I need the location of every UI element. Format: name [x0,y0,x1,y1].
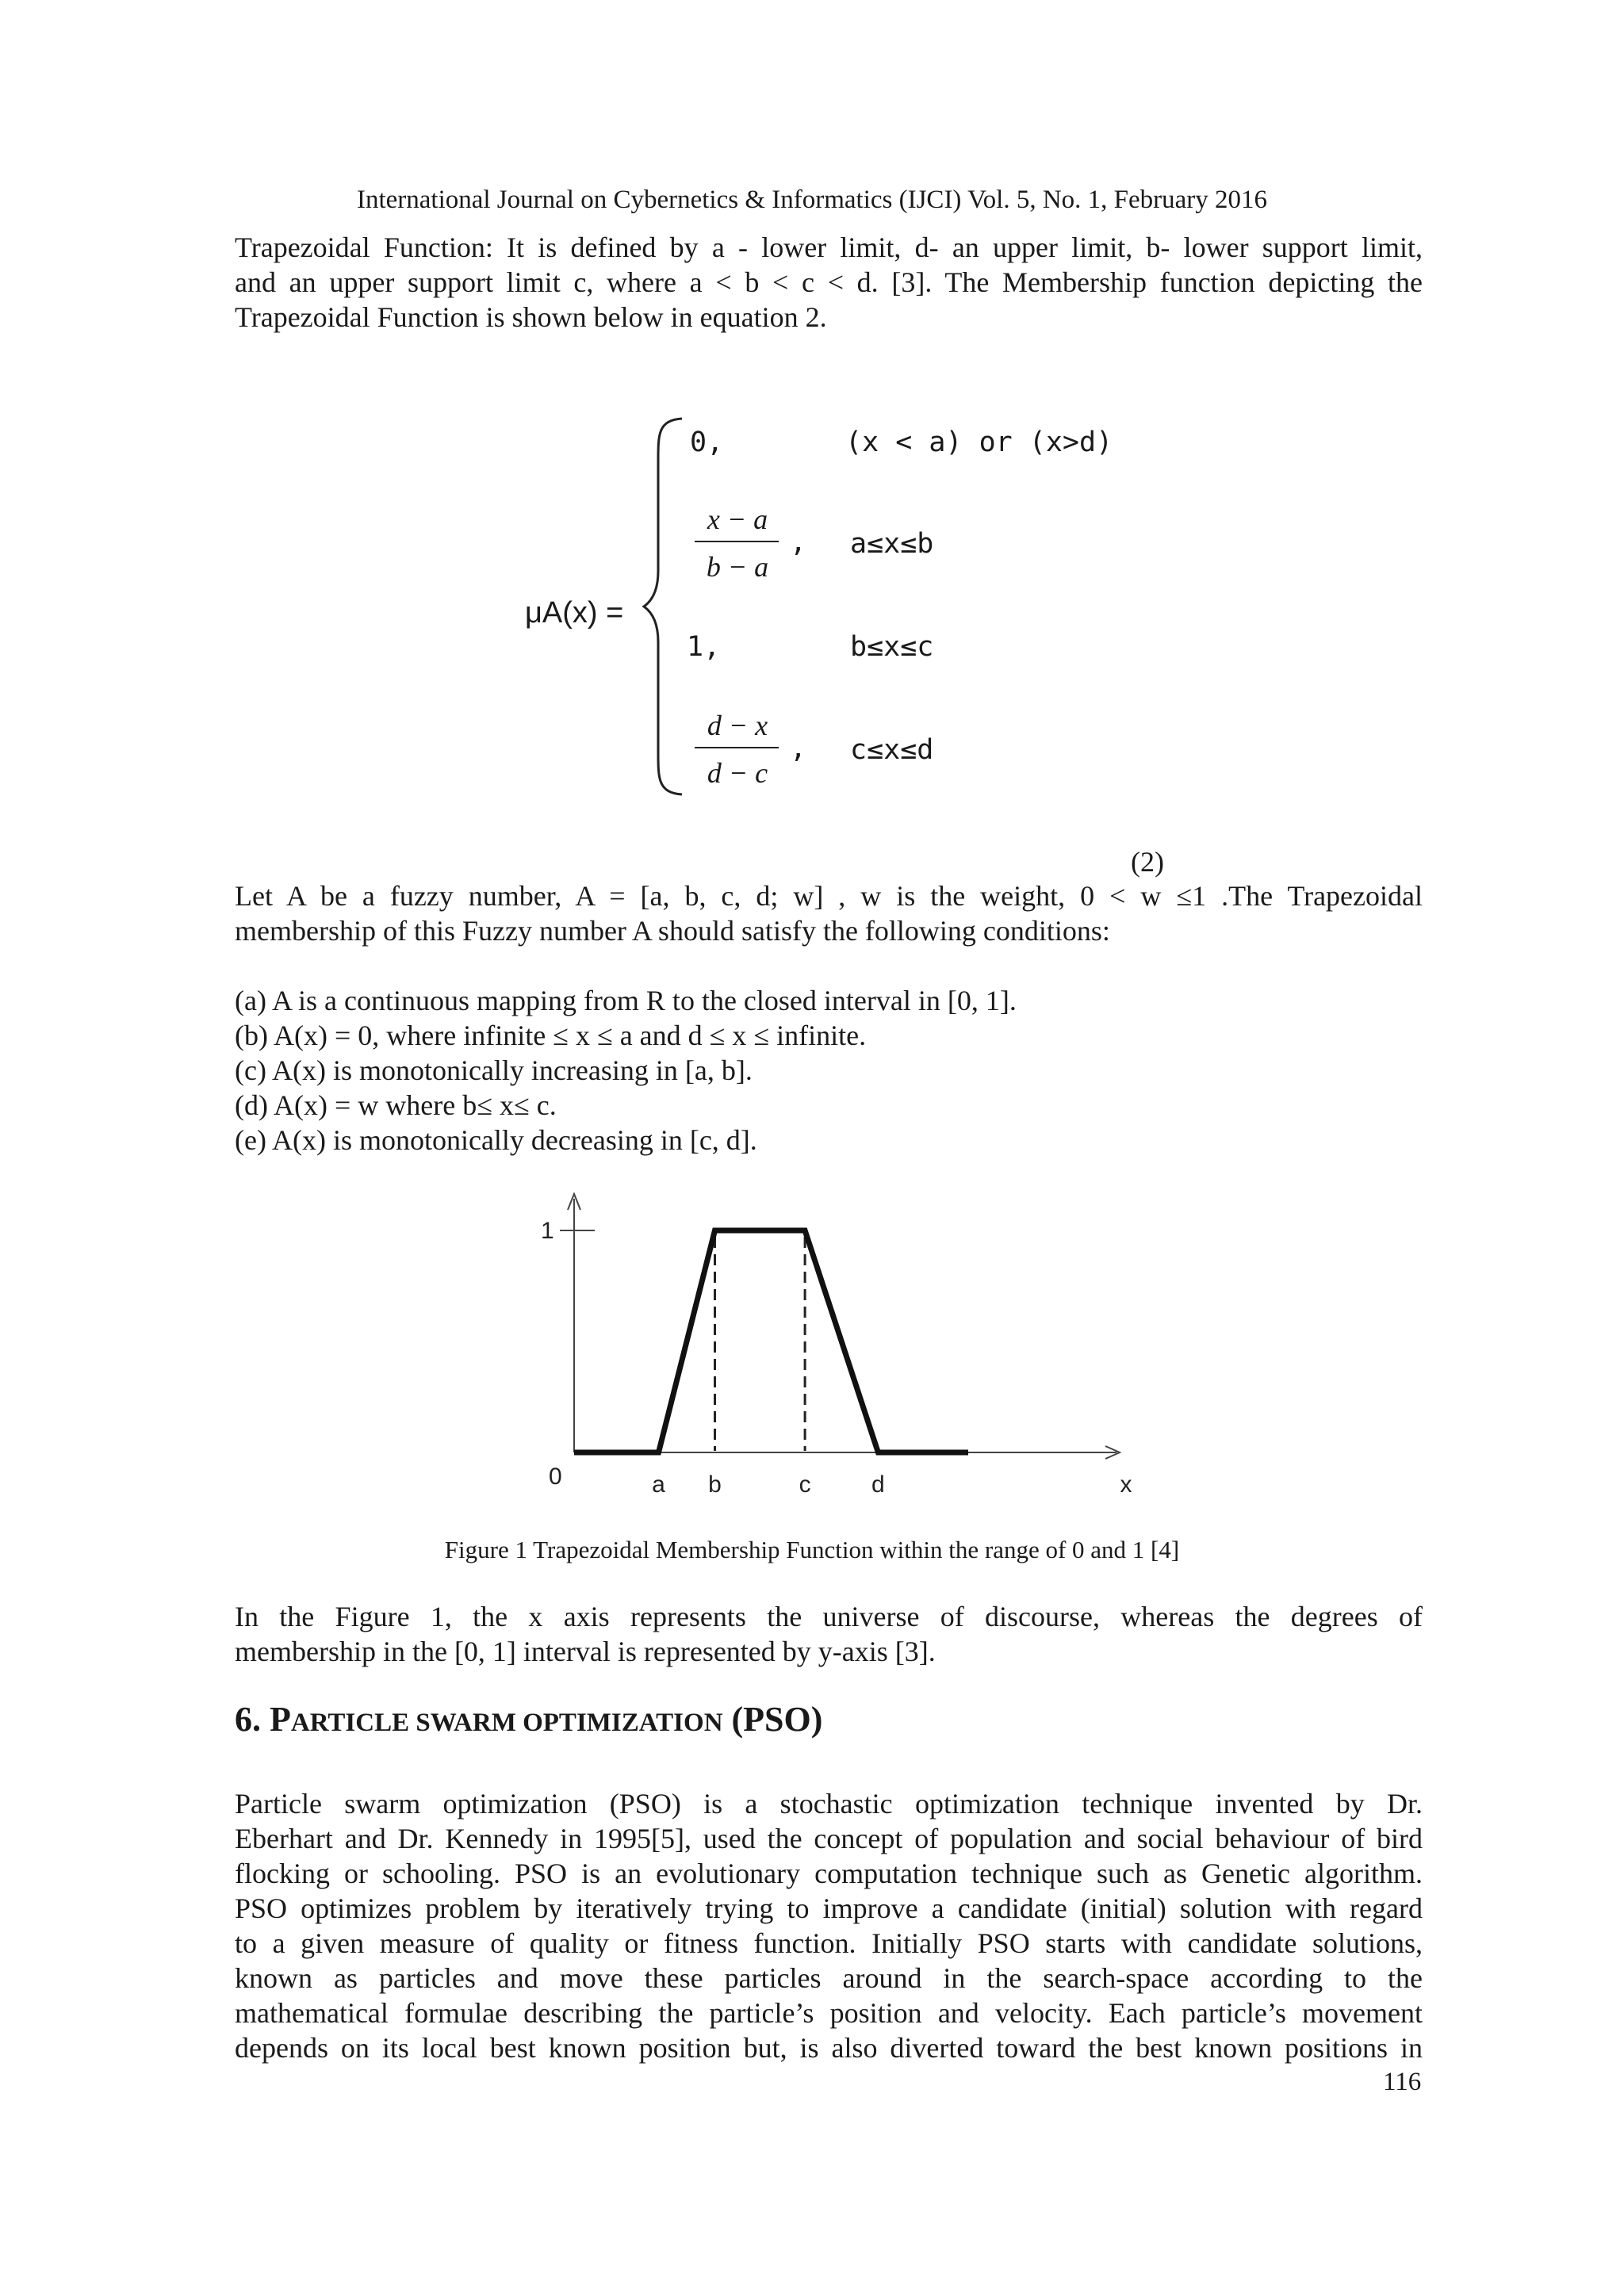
equation-block [0,0,1624,872]
pso-line: to a given measure of quality or fitness function. Initially PSO starts with candidate solutions, [235,1927,1423,1959]
case-value-2: 1, [687,631,721,663]
pso-line: known as particles and move these particles around in the search-space according to the [235,1962,1423,1994]
case-condition-1: a≤x≤b [850,528,934,560]
condition-item: (c) A(x) is monotonically increasing in [a, b]. [235,1054,753,1086]
case-comma-3: , [790,733,807,764]
case-denominator-1: b − a [706,551,769,583]
section-heading [235,1699,822,1739]
case-numerator-1: x − a [707,503,768,535]
pso-line: Particle swarm optimization (PSO) is a stochastic optimization technique invented by Dr. [235,1788,1423,1820]
pso-line: Eberhart and Dr. Kennedy in 1995[5], used the concept of population and social behaviour of bird [235,1823,1423,1854]
x-axis-label: x [1120,1471,1132,1498]
trapezoid-chart [492,1181,1158,1514]
condition-item: (d) A(x) = w where b≤ x≤ c. [235,1089,557,1121]
equation-number: (2) [1131,846,1164,878]
case-condition-0: (x < a) or (x>d) [845,427,1113,458]
case-condition-3: c≤x≤d [850,734,934,766]
case-denominator-3: d − c [707,757,768,789]
x-tick-label: c [799,1471,811,1498]
pso-line: flocking or schooling. PSO is an evolutionary computation technique such as Genetic algorithm. [235,1858,1423,1889]
pso-line: mathematical formulae describing the particle’s position and velocity. Each particle’s movement [235,1997,1423,2029]
condition-item: (a) A is a continuous mapping from R to the closed interval in [0, 1]. [235,985,1017,1016]
condition-item: (e) A(x) is monotonically decreasing in [c, d]. [235,1124,757,1156]
membership-curve [574,1230,968,1452]
fuzzy-def-line: membership of this Fuzzy number A should satisfy the following conditions: [235,915,1110,947]
figure-caption: Figure 1 Trapezoidal Membership Function within the range of 0 and 1 [4] [444,1536,1180,1563]
x-tick-label: b [708,1471,722,1498]
equation-lhs: μA(x) = [525,596,624,629]
pso-line: PSO optimizes problem by iteratively trying to improve a candidate (initial) solution with regard [235,1892,1423,1924]
figure-text-line: In the Figure 1, the x axis represents the universe of discourse, whereas the degrees of [235,1601,1423,1632]
condition-item: (b) A(x) = 0, where infinite ≤ x ≤ a and d ≤ x ≤ infinite. [235,1020,867,1051]
y-tick-label: 1 [541,1218,554,1244]
figure-text-line: membership in the [0, 1] interval is represented by y-axis [3]. [235,1636,936,1667]
fuzzy-def-line: Let A be a fuzzy number, A = [a, b, c, d; w] , w is the weight, 0 < w ≤1 .The Trapezoidal [235,880,1423,912]
running-header: International Journal on Cybernetics & Informatics (IJCI) Vol. 5, No. 1, February 2016 [356,186,1268,214]
case-numerator-3: d − x [707,710,768,741]
x-tick-label: d [871,1471,885,1498]
section-tail: (PSO) [722,1700,823,1739]
case-condition-2: b≤x≤c [850,631,934,663]
left-brace-icon [641,412,688,801]
fraction-bar [695,541,779,542]
case-comma-1: , [790,526,807,558]
section-smallcaps: ARTICLE SWARM OPTIMIZATION [290,1709,723,1737]
intro-line: and an upper support limit c, where a < b < c < d. [3]. The Membership function depicting the [235,266,1423,298]
intro-line: Trapezoidal Function: It is defined by a - lower limit, d- an upper limit, b- lower support limit, [235,232,1423,263]
pso-line: depends on its local best known position but, is also diverted toward the best known positions in [235,2032,1423,2064]
section-number: 6. P [235,1700,291,1739]
fraction-bar [695,747,779,748]
intro-line: Trapezoidal Function is shown below in equation 2. [235,301,827,333]
origin-label: 0 [549,1464,562,1490]
case-value-0: 0, [690,427,724,458]
x-tick-label: a [652,1471,665,1498]
page-number: 116 [1383,2068,1422,2096]
